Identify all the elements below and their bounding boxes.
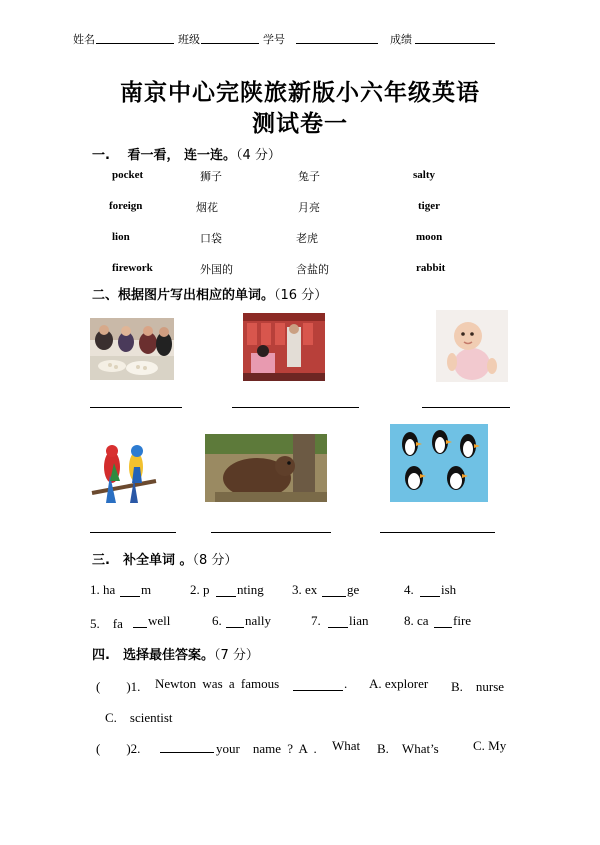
fill-item-prefix: 8. ca <box>404 613 429 628</box>
option-c[interactable]: C. scientist <box>105 710 173 725</box>
fill-item-prefix: 7. <box>311 613 321 628</box>
option-b[interactable]: B. nurse <box>451 679 505 694</box>
family-dumplings-photo <box>90 318 174 380</box>
baby-photo <box>436 310 508 382</box>
question-stem: your name ? A . <box>216 741 317 756</box>
question-stem: Newton was a famous <box>155 676 280 691</box>
beaver-photo <box>205 434 327 502</box>
picture-answer-line[interactable] <box>90 407 182 408</box>
answer-paren[interactable]: ( )2. <box>96 741 141 756</box>
number-blank[interactable] <box>296 43 378 44</box>
match-word[interactable]: lion <box>112 231 130 243</box>
picture-answer-line[interactable] <box>211 532 331 533</box>
number-label: 学号 <box>263 33 285 46</box>
fill-item-suffix: well <box>148 613 171 628</box>
match-word[interactable]: tiger <box>418 200 440 212</box>
option-c[interactable]: C. My <box>473 738 507 753</box>
option-a[interactable]: A. explorer <box>369 676 429 691</box>
match-word[interactable]: salty <box>413 169 435 181</box>
match-word[interactable]: foreign <box>109 200 143 212</box>
fill-item-prefix: 1. ha <box>90 582 116 597</box>
fill-item-suffix: m <box>141 582 152 597</box>
section1-points: （4 分） <box>236 148 281 163</box>
name-blank[interactable] <box>96 43 174 44</box>
section4-heading-text: 四. 选择最佳答案。 <box>92 648 214 663</box>
fill-blank[interactable] <box>226 627 244 628</box>
page-title: 南京中心完陕旅新版小六年级英语 <box>120 80 480 106</box>
match-word[interactable]: 老虎 <box>296 232 318 245</box>
match-word[interactable]: 口袋 <box>200 232 222 245</box>
section1-heading-text: 一. 看一看， 连一连。 <box>92 148 236 163</box>
fill-blank[interactable] <box>120 596 140 597</box>
fill-item-prefix: 2. p <box>190 582 210 597</box>
name-label: 姓名 <box>73 33 95 46</box>
question-blank <box>160 752 214 753</box>
match-word[interactable]: 狮子 <box>200 170 222 183</box>
option-b[interactable]: B. What’s <box>377 741 439 756</box>
fill-item-suffix: lian <box>349 613 369 628</box>
answer-paren[interactable]: ( )1. <box>96 679 141 694</box>
couplets-market-photo <box>243 313 325 381</box>
match-word[interactable]: 外国的 <box>200 263 233 276</box>
section2-heading-text: 二、根据图片写出相应的单词。 <box>92 288 275 303</box>
class-blank[interactable] <box>201 43 259 44</box>
fill-blank[interactable] <box>434 627 452 628</box>
match-word[interactable]: moon <box>416 231 443 243</box>
fill-item-suffix: ge <box>347 582 360 597</box>
section4-points: （7 分） <box>213 648 259 663</box>
fill-item-prefix: 4. <box>404 582 414 597</box>
picture-answer-line[interactable] <box>380 532 495 533</box>
section2-points: （16 分） <box>274 288 328 303</box>
section3-heading <box>92 549 237 568</box>
fill-item-suffix: nting <box>237 582 264 597</box>
match-word[interactable]: 月亮 <box>298 201 320 214</box>
fill-item-prefix: 3. ex <box>292 582 318 597</box>
section4-heading <box>92 644 259 663</box>
option-a[interactable]: What <box>332 738 361 753</box>
picture-answer-line[interactable] <box>90 532 176 533</box>
score-blank[interactable] <box>415 43 495 44</box>
match-word[interactable]: rabbit <box>416 262 446 274</box>
fill-item-prefix: 5. fa <box>90 616 123 631</box>
section1-heading <box>92 144 281 163</box>
picture-answer-line[interactable] <box>232 407 359 408</box>
class-label: 班级 <box>178 33 200 46</box>
picture-answer-line[interactable] <box>422 407 510 408</box>
match-word[interactable]: firework <box>112 262 153 274</box>
question-dot: . <box>344 676 348 691</box>
fill-blank[interactable] <box>420 596 440 597</box>
section2-heading <box>92 284 327 303</box>
match-word[interactable]: pocket <box>112 169 144 181</box>
fill-item-suffix: ish <box>441 582 457 597</box>
match-word[interactable]: 烟花 <box>196 201 218 214</box>
fill-item-suffix: nally <box>245 613 271 628</box>
section3-heading-text: 三. 补全单词 。 <box>92 553 193 568</box>
match-word[interactable]: 兔子 <box>298 170 320 183</box>
match-word[interactable]: 含盐的 <box>296 263 329 276</box>
page-subtitle: 测试卷一 <box>252 111 348 137</box>
parrots-photo <box>90 437 158 505</box>
fill-blank[interactable] <box>328 627 348 628</box>
fill-item-suffix: fire <box>453 613 472 628</box>
fill-blank[interactable] <box>322 596 346 597</box>
question-blank <box>293 690 343 691</box>
fill-blank[interactable] <box>133 627 147 628</box>
penguins-photo <box>390 424 488 502</box>
fill-item-prefix: 6. <box>212 613 222 628</box>
score-label: 成绩 <box>390 33 412 46</box>
section3-points: （8 分） <box>192 553 238 568</box>
fill-blank[interactable] <box>216 596 236 597</box>
